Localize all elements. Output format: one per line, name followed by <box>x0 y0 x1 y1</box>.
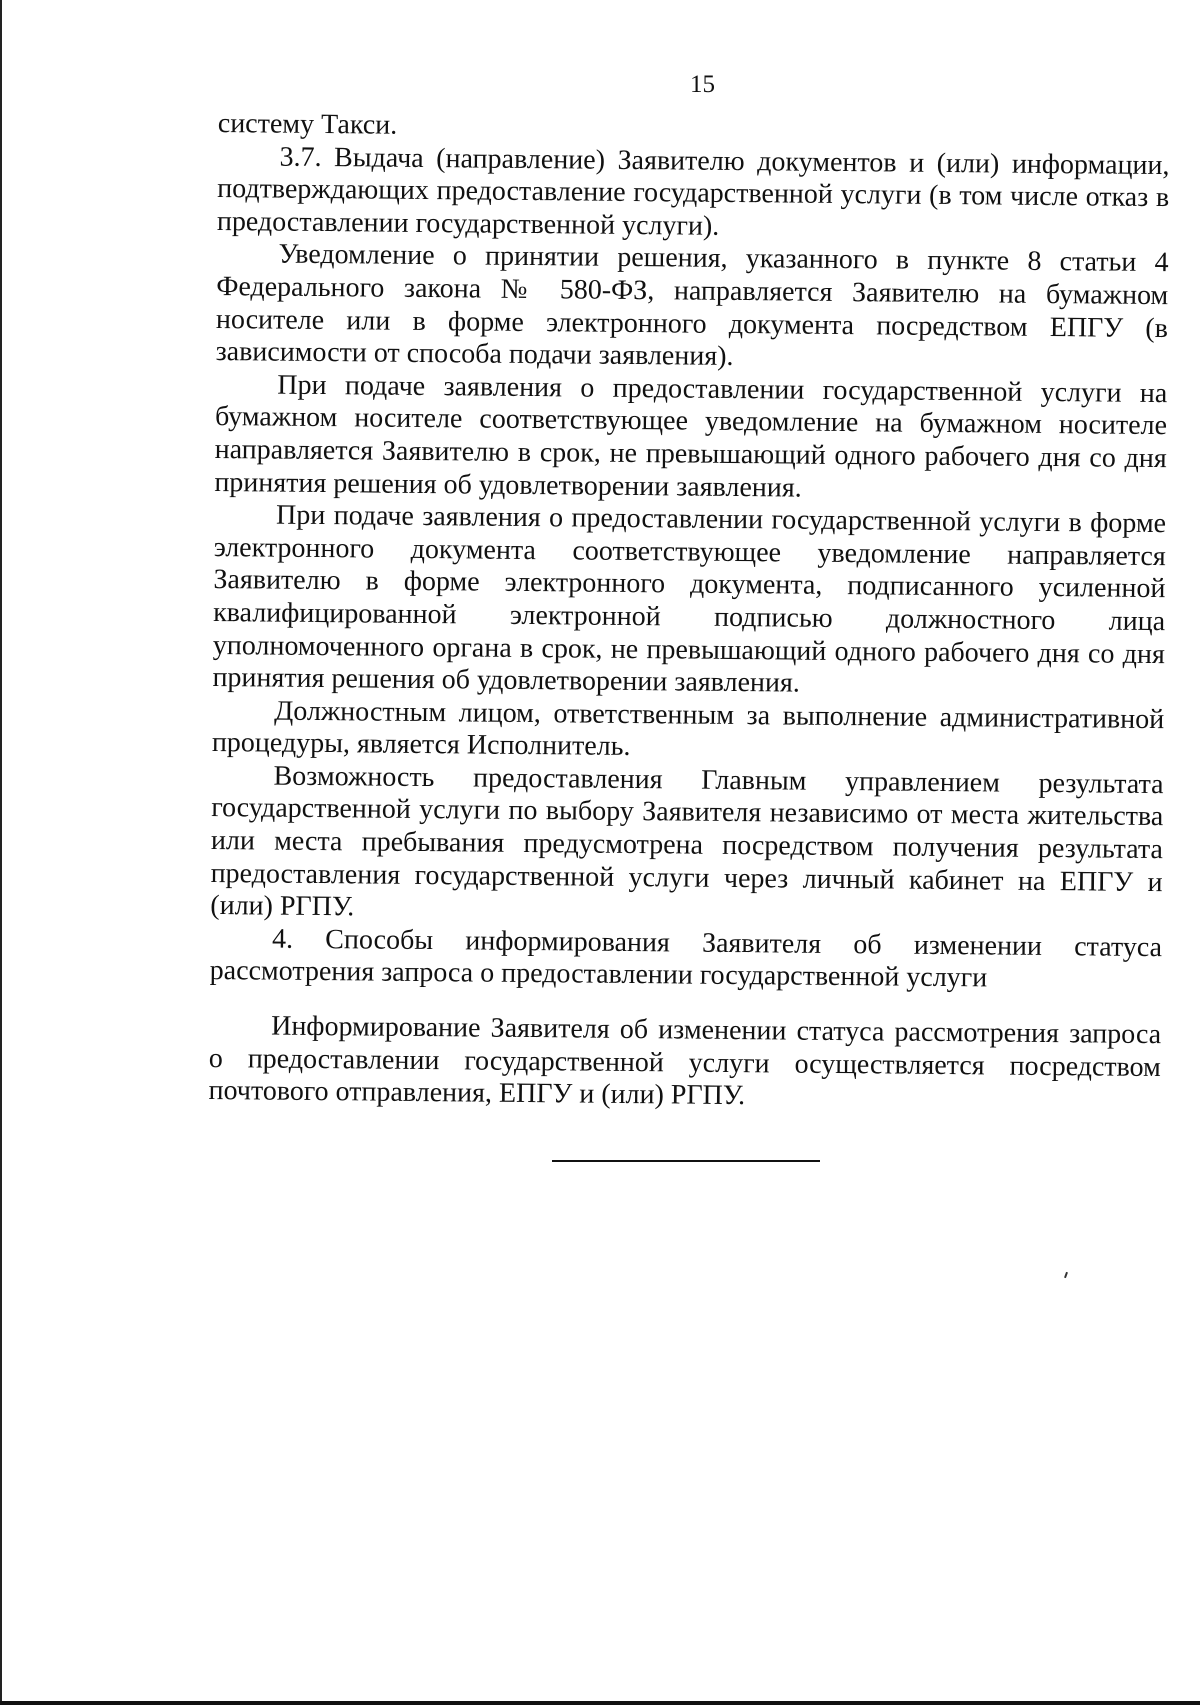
document-body <box>208 108 1170 1117</box>
paragraph-paper-submission: При подаче заявления о предоставлении государственной услуги на бумажном носителе соответствующее уведомление на бумажном носителе направляется Заявителю в срок, не превышающий одного рабочего дня со дня принятия решения об удовлетворении заявления. <box>214 369 1168 504</box>
paragraph-responsible-official: Должностным лицом, ответственным за выполнение административной процедуры, является Исполнитель. <box>211 695 1165 763</box>
scan-edge-bottom <box>0 1701 1200 1705</box>
scan-edge-left <box>0 0 2 1705</box>
paragraph-continuation: систему Такси. <box>217 108 398 141</box>
paragraph-status-information: Информирование Заявителя об изменении статуса рассмотрения запроса о предоставлении государственной услуги осуществляется посредством почтового отправления, ЕПГУ и (или) РГПУ. <box>208 1010 1162 1112</box>
section-heading-4: 4. Способы информирования Заявителя об изменении статуса рассмотрения запроса о предоставлении государственной услуги <box>209 923 1163 994</box>
page-number: 15 <box>690 71 715 98</box>
paragraph-decision-notice: Уведомление о принятии решения, указанного в пункте 8 статьи 4 Федерального закона № 580-ФЗ, направляется Заявителю на бумажном носителе или в форме электронного документа посредством ЕПГУ (в зависимости от способа подачи заявления). <box>215 238 1169 373</box>
paragraph-result-availability: Возможность предоставления Главным управлением результата государственной услуги по выбору Заявителя независимо от места жительства или места пребывания предусмотрена посредством получения результата предоставления государственной услуги через личный кабинет на ЕПГУ и (или) РГПУ. <box>210 760 1164 923</box>
paragraph-electronic-submission: При подаче заявления о предоставлении государственной услуги в форме электронного документа соответствующее уведомление направляется Заявителю в форме электронного документа, подписанного усиленной квалифицированной электронной подписью должностного лица уполномоченного органа в срок, не превышающий одного рабочего дня со дня принятия решения об удовлетворении заявления. <box>212 499 1167 699</box>
scan-speck <box>1064 1272 1068 1278</box>
closing-divider <box>552 1160 820 1162</box>
paragraph-section-3-7: 3.7. Выдача (направление) Заявителю документов и (или) информации, подтверждающих предоставление государственной услуги (в том числе отказ в предоставлении государственной услуги). <box>216 141 1170 242</box>
